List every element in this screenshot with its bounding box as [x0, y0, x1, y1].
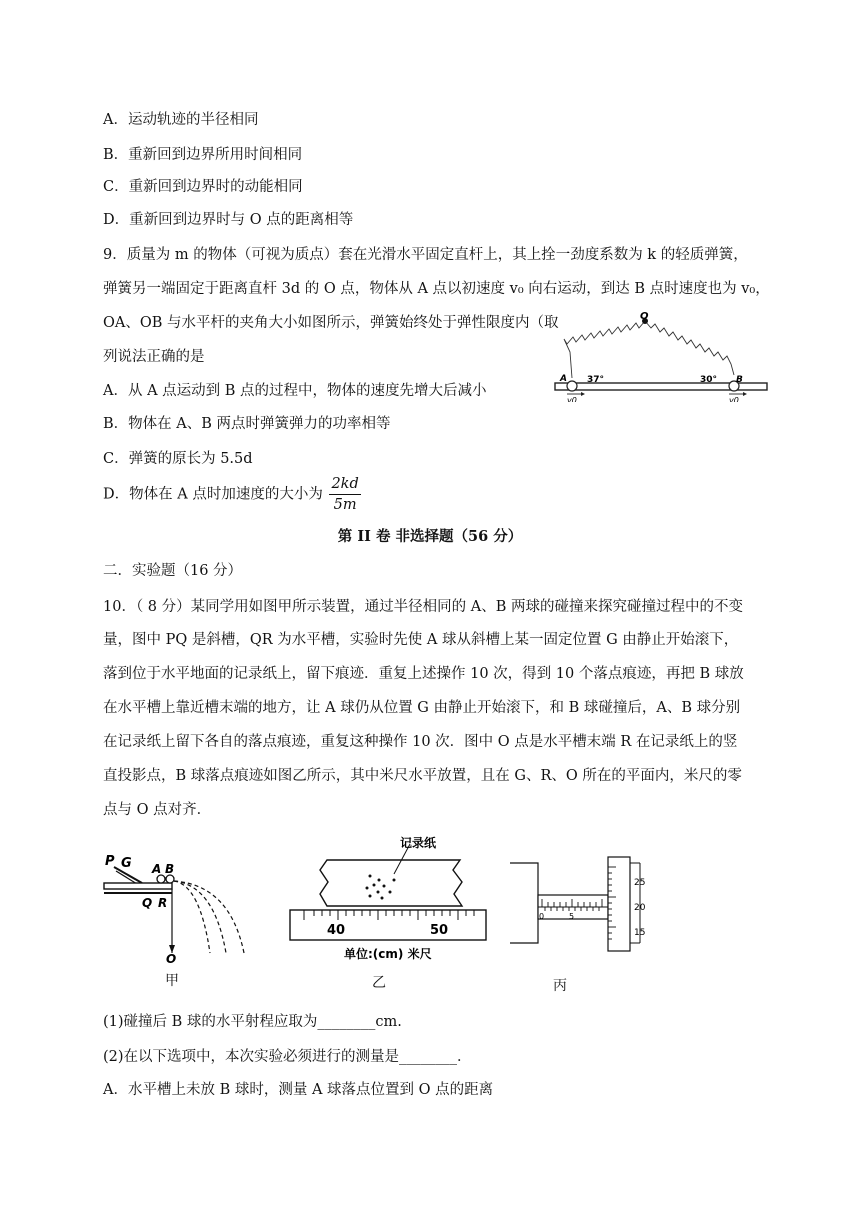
- label-a: A: [152, 862, 162, 876]
- fraction-denominator: 5m: [333, 497, 357, 513]
- main-scale-5: 5: [569, 912, 575, 921]
- q9-stem-line1: 9．质量为 m 的物体（可视为质点）套在光滑水平固定直杆上，其上拴一劲度系数为 k 的轻质弹簧，: [103, 247, 748, 263]
- label-o: O: [166, 952, 177, 965]
- q10-sub2-option-a: A．水平槽上未放 B 球时，测量 A 球落点位置到 O 点的距离: [103, 1082, 494, 1098]
- q9-stem-line2: 弹簧另一端固定于距离直杆 3d 的 O 点，物体从 A 点以初速度 v₀ 向右运动，到达 B 点时速度也为 v₀，: [103, 281, 770, 297]
- section-heading: 二．实验题（16 分）: [103, 563, 243, 579]
- label-b: B: [165, 862, 175, 876]
- q8-option-c: C．重新回到边界时的动能相同: [103, 179, 303, 195]
- spring-ob: [645, 321, 734, 375]
- q9-stem-line3: OA、OB 与水平杆的夹角大小如图所示，弹簧始终处于弹性限度内（取: [103, 315, 559, 331]
- section-title: 第 II 卷 非选择题（56 分）: [337, 528, 523, 545]
- q8-option-b: B．重新回到边界所用时间相同: [103, 147, 303, 163]
- spring-rod-figure: [553, 312, 769, 402]
- q10-line5: 在记录纸上留下各自的落点痕迹，重复这种操作 10 次．图中 O 点是水平槽末端 R 在记录纸上的竖: [103, 734, 738, 750]
- q8-option-d: D．重新回到边界时与 O 点的距离相等: [103, 212, 354, 228]
- thimble-25: 25: [634, 878, 646, 888]
- figure-bing-micrometer: [508, 855, 678, 955]
- angle-a-label: 37°: [587, 375, 605, 385]
- q9-option-b: B．物体在 A、B 两点时弹簧弹力的功率相等: [103, 416, 391, 432]
- q9-option-d: [103, 474, 361, 515]
- angle-b-label: 30°: [700, 375, 718, 385]
- v0-label-a: v0: [567, 396, 577, 402]
- figure-yi-caption: 乙: [372, 975, 386, 991]
- label-b: B: [736, 375, 743, 385]
- fraction-numerator: 2kd: [329, 474, 360, 495]
- q10-line4: 在水平槽上靠近槽末端的地方，让 A 球仍从位置 G 由静止开始滚下，和 B 球碰撞后，A、B 球分别: [103, 700, 741, 716]
- fraction: [329, 474, 360, 515]
- thimble-20: 20: [634, 903, 646, 913]
- q10-line1: 10．（ 8 分）某同学用如图甲所示装置，通过半径相同的 A、B 两球的碰撞来探究碰撞过程中的不变: [103, 599, 743, 615]
- v0-label-b: v0: [729, 396, 739, 402]
- q9-option-c: C．弹簧的原长为 5.5d: [103, 451, 253, 467]
- label-o: O: [640, 312, 649, 322]
- label-r: R: [158, 896, 168, 910]
- label-a: A: [560, 374, 567, 384]
- ruler-tick-40: 40: [327, 923, 346, 938]
- thimble-15: 15: [634, 928, 646, 938]
- main-scale-0: 0: [539, 912, 545, 921]
- figure-jia-apparatus: [102, 845, 262, 965]
- spring-oa: [564, 321, 645, 378]
- ruler-tick-50: 50: [430, 923, 449, 938]
- q10-line7: 点与 O 点对齐．: [103, 802, 212, 818]
- q9-option-a: A．从 A 点运动到 B 点的过程中，物体的速度先增大后减小: [103, 383, 487, 399]
- figure-bing-caption: 丙: [553, 978, 567, 994]
- q10-sub2: (2)在以下选项中，本次实验必须进行的测量是________．: [103, 1049, 472, 1065]
- label-p: P: [105, 854, 115, 869]
- ball-a: [567, 381, 577, 391]
- q10-line3: 落到位于水平地面的记录纸上，留下痕迹．重复上述操作 10 次，得到 10 个落点痕迹，再把 B 球放: [103, 666, 744, 682]
- figure-jia-caption: 甲: [165, 973, 179, 989]
- label-g: G: [121, 856, 132, 871]
- ruler-unit-label: 单位:(cm) 米尺: [344, 947, 432, 961]
- q9-stem-line4: 列说法正确的是: [103, 349, 205, 365]
- record-paper-label: 记录纸: [400, 836, 437, 850]
- q9-option-d-prefix: D．物体在 A 点时加速度的大小为: [103, 486, 323, 503]
- q10-line2: 量，图中 PQ 是斜槽，QR 为水平槽，实验时先使 A 球从斜槽上某一固定位置 G 由静止开始滚下，: [103, 632, 739, 648]
- q10-sub1: (1)碰撞后 B 球的水平射程应取为________cm.: [103, 1014, 402, 1030]
- label-q: Q: [142, 896, 153, 910]
- q10-line6: 直投影点，B 球落点痕迹如图乙所示，其中米尺水平放置，且在 G、R、O 所在的平面内，米尺的零: [103, 768, 742, 784]
- figure-yi-record-paper: [282, 830, 492, 970]
- q8-option-a: A．运动轨迹的半径相同: [103, 112, 259, 128]
